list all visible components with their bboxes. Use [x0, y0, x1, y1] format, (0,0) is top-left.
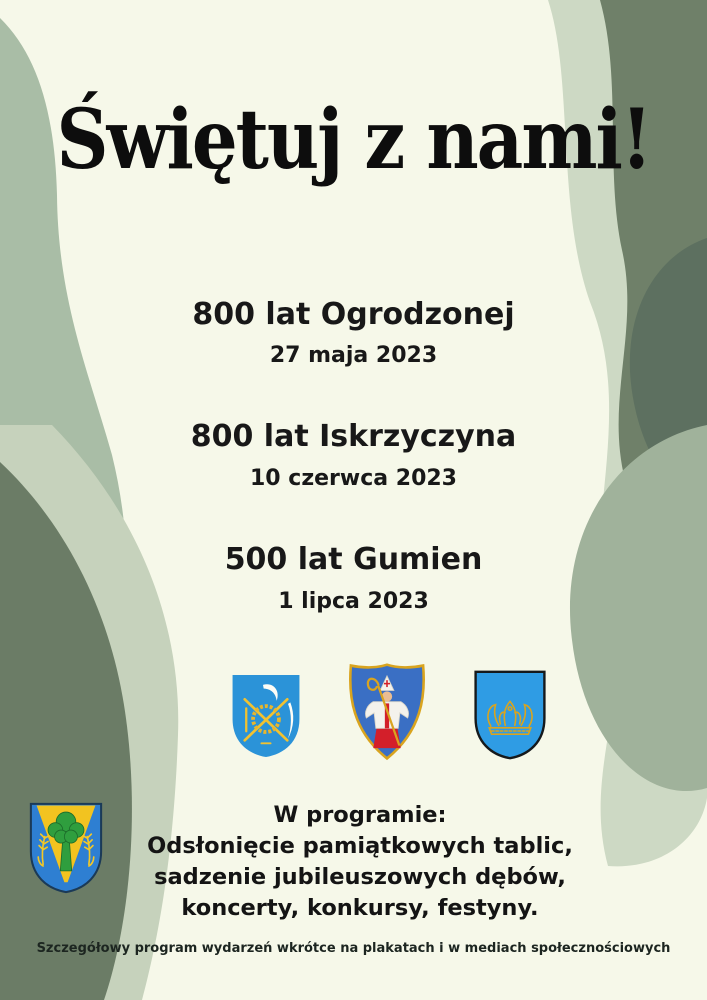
- poster-title: Świętuj z nami!: [56, 90, 651, 188]
- ogrodzona-coat-of-arms-icon: [228, 663, 304, 769]
- program-block: [114, 800, 606, 924]
- event-iskrzyczyn-date: 10 czerwca 2023: [250, 466, 457, 491]
- footnote: Szczegółowy program wydarzeń wkrótce na plakatach i w mediach społecznościowych: [36, 941, 671, 956]
- event-gumna-date: 1 lipca 2023: [278, 589, 429, 614]
- iskrzyczyn-coat-of-arms-icon: [344, 655, 430, 769]
- program-line-2: sadzenie jubileuszowych dębów,: [154, 864, 566, 890]
- debowiec-commune-coat-of-arms-icon: [24, 799, 108, 897]
- program-line-3: koncerty, konkursy, festyny.: [181, 895, 539, 921]
- event-gumna-name: 500 lat Gumien: [224, 542, 483, 577]
- event-ogrodzona-name: 800 lat Ogrodzonej: [192, 297, 515, 332]
- program-heading: W programie:: [273, 802, 447, 828]
- crest-row: [228, 655, 550, 769]
- program-line-1: Odsłonięcie pamiątkowych tablic,: [147, 833, 573, 859]
- event-iskrzyczyn-name: 800 lat Iskrzyczyna: [190, 419, 517, 454]
- gumna-coat-of-arms-icon: [470, 661, 550, 769]
- event-ogrodzona-date: 27 maja 2023: [269, 343, 438, 368]
